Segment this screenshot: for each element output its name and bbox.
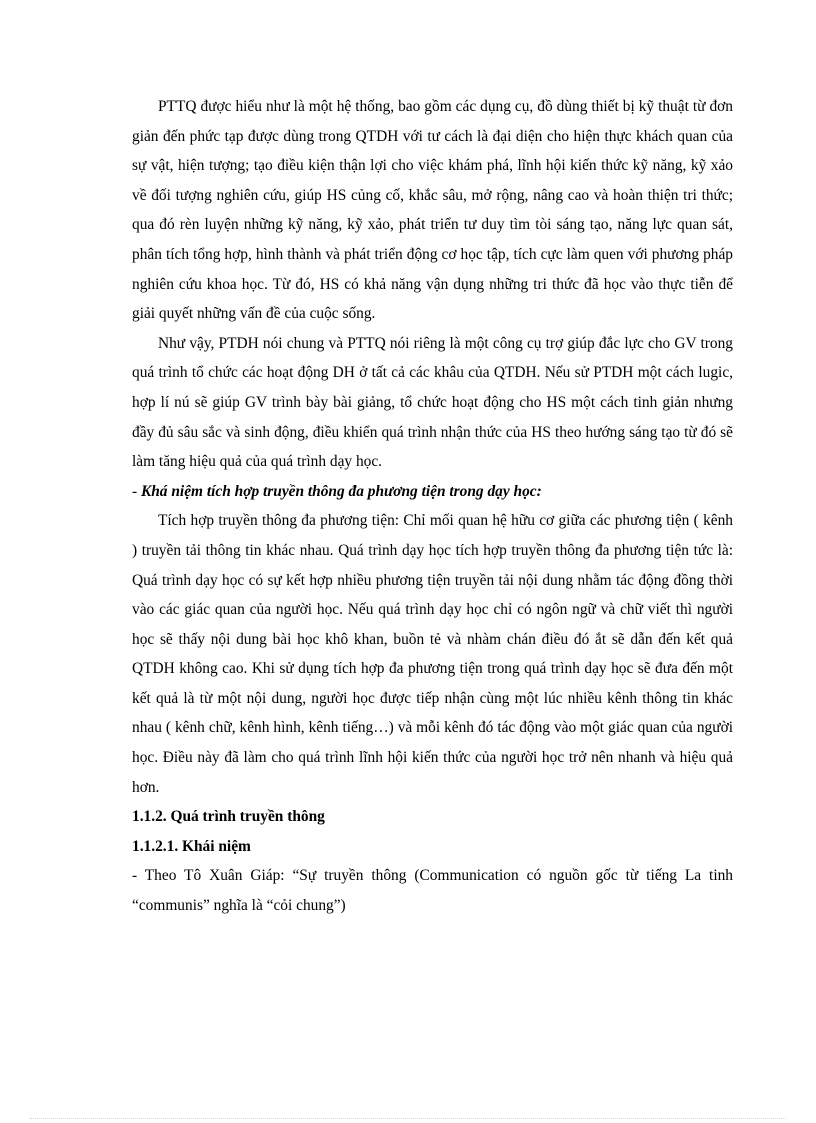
section-heading-1-1-2: 1.1.2. Quá trình truyền thông bbox=[132, 808, 325, 826]
paragraph-multimedia-integration: Tích hợp truyền thông đa phương tiện: Chỉ mối quan hệ hữu cơ giữa các phương tiện ( kênh ) truyền tải thông tin khác nhau. Quá trình dạy học tích hợp truyền thông đa phương tiện tức là: Quá trình dạy học có sự kết hợp nhiều phương tiện truyền tải nội dung nhằm tác động đồng thời vào các giác quan của người học. Nếu quá trình dạy học chỉ có ngôn ngữ và chữ viết thì người học sẽ thấy nội dung bài học khô khan, buồn tẻ và nhàm chán điều đó ắt sẽ dẫn đến kết quả QTDH không cao. Khi sử dụng tích hợp đa phương tiện trong quá trình dạy học sẽ đưa đến một kết quả là từ một nội dung, người học được tiếp nhận cùng một lúc nhiều kênh thông tin khác nhau ( kênh chữ, kênh hình, kênh tiếng…) và mỗi kênh đó tác động vào một giác quan của người học. Điều này đã làm cho quá trình lĩnh hội kiến thức của người học trở nên nhanh và hiệu quả hơn. bbox=[132, 512, 733, 796]
page-bottom-divider bbox=[30, 1118, 786, 1119]
section-heading-1-1-2-1: 1.1.2.1. Khái niệm bbox=[132, 837, 251, 855]
concept-dash: - bbox=[132, 482, 141, 500]
document-page bbox=[132, 92, 733, 921]
concept-heading: Khá niệm tích hợp truyền thông đa phương tiện trong dạy học: bbox=[140, 482, 542, 500]
paragraph-pttq-definition: PTTQ được hiểu như là một hệ thống, bao gồm các dụng cụ, đồ dùng thiết bị kỹ thuật từ đơn giản đến phức tạp được dùng trong QTDH với tư cách là đại diện cho hiện thực khách quan của sự vật, hiện tượng; tạo điều kiện thận lợi cho việc khám phá, lĩnh hội kiến thức kỹ năng, kỹ xảo về đối tượng nghiên cứu, giúp HS củng cố, khắc sâu, mở rộng, nâng cao và hoàn thiện tri thức; qua đó rèn luyện những kỹ năng, kỹ xảo, phát triển tư duy tìm tòi sáng tạo, năng lực quan sát, phân tích tổng hợp, hình thành và phát triển động cơ học tập, tích cực làm quen với phương pháp nghiên cứu khoa học. Từ đó, HS có khả năng vận dụng những tri thức đã học vào thực tiễn để giải quyết những vấn đề của cuộc sống. bbox=[132, 98, 733, 323]
concept-heading-line bbox=[132, 477, 733, 507]
paragraph-communication-definition: - Theo Tô Xuân Giáp: “Sự truyền thông (Communication có nguồn gốc từ tiếng La tinh “communis” nghĩa là “cỏi chung”) bbox=[132, 867, 733, 915]
paragraph-ptdh-role: Như vậy, PTDH nói chung và PTTQ nói riêng là một công cụ trợ giúp đắc lực cho GV trong quá trình tổ chức các hoạt động DH ở tất cả các khâu của QTDH. Nếu sử PTDH một cách lugic, hợp lí nú sẽ giúp GV trình bày bài giảng, tổ chức hoạt động cho HS một cách tinh giản nhưng đầy đủ sâu sắc và sinh động, điều khiển quá trình nhận thức của HS theo hướng sáng tạo từ đó sẽ làm tăng hiệu quả của quá trình dạy học. bbox=[132, 334, 733, 471]
